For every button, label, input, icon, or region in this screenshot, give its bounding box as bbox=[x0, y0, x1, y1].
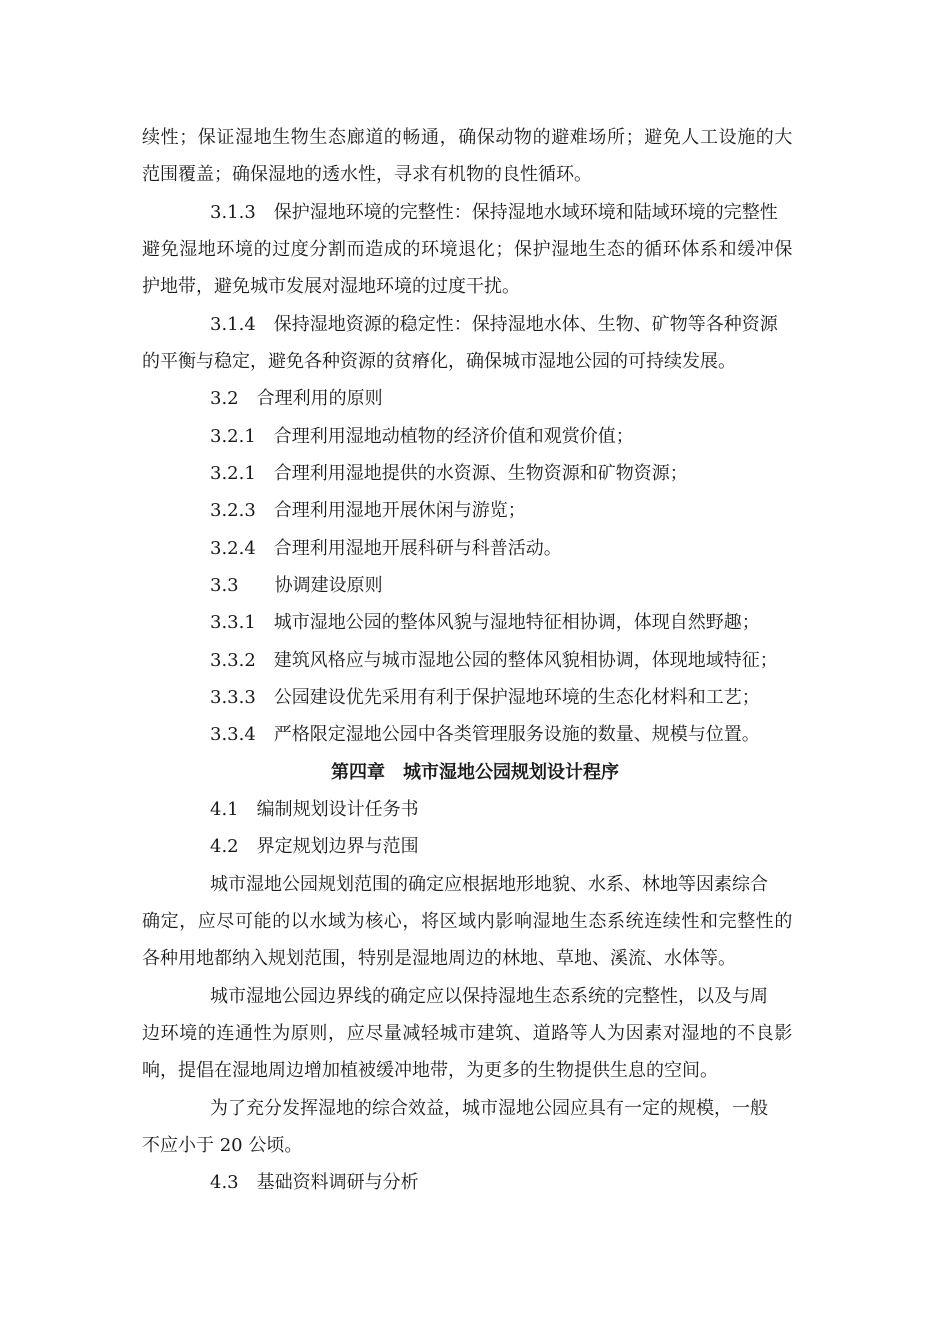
chapter-title: 第四章 城市湿地公园规划设计程序 bbox=[331, 762, 619, 783]
clause-3-2-3: 3.2.3 合理利用湿地开展休闲与游览； bbox=[210, 500, 526, 521]
section-heading-4-1: 4.1 编制规划设计任务书 bbox=[210, 799, 419, 820]
paragraph-line: 不应小于 20 公顷。 bbox=[142, 1135, 303, 1156]
clause-3-3-3: 3.3.3 公园建设优先采用有利于保护湿地环境的生态化材料和工艺； bbox=[210, 687, 760, 708]
clause-3-3-2: 3.3.2 建筑风格应与城市湿地公园的整体风貌相协调，体现地域特征； bbox=[210, 650, 778, 671]
clause-3-1-3: 3.1.3 保护湿地环境的完整性：保持湿地水域环境和陆域环境的完整性 bbox=[210, 202, 778, 223]
paragraph-line: 边环境的连通性为原则，应尽量减轻城市建筑、道路等人为因素对湿地的不良影 bbox=[142, 1023, 793, 1044]
paragraph-line: 确定，应尽可能的以水域为核心，将区域内影响湿地生态系统连续性和完整性的 bbox=[142, 911, 793, 932]
paragraph-line: 避免湿地环境的过度分割而造成的环境退化；保护湿地生态的循环体系和缓冲保 bbox=[142, 239, 793, 260]
paragraph-line: 城市湿地公园边界线的确定应以保持湿地生态系统的完整性，以及与周 bbox=[210, 986, 768, 1007]
paragraph-line: 城市湿地公园规划范围的确定应根据地形地貌、水系、林地等因素综合 bbox=[210, 874, 768, 895]
section-heading-3-3: 3.3 协调建设原则 bbox=[210, 575, 383, 596]
paragraph-line: 各种用地都纳入规划范围，特别是湿地周边的林地、草地、溪流、水体等。 bbox=[142, 948, 736, 969]
clause-3-1-4: 3.1.4 保持湿地资源的稳定性：保持湿地水体、生物、矿物等各种资源 bbox=[210, 314, 778, 335]
paragraph-line: 范围覆盖；确保湿地的透水性，寻求有机物的良性循环。 bbox=[142, 164, 592, 185]
section-heading-4-2: 4.2 界定规划边界与范围 bbox=[210, 836, 419, 857]
clause-3-2-4: 3.2.4 合理利用湿地开展科研与科普活动。 bbox=[210, 538, 562, 559]
paragraph-line: 续性；保证湿地生物生态廊道的畅通，确保动物的避难场所；避免人工设施的大 bbox=[142, 127, 793, 148]
paragraph-line: 响，提倡在湿地周边增加植被缓冲地带，为更多的生物提供生息的空间。 bbox=[142, 1060, 718, 1081]
paragraph-line: 的平衡与稳定，避免各种资源的贫瘠化，确保城市湿地公园的可持续发展。 bbox=[142, 351, 736, 372]
clause-3-2-1: 3.2.1 合理利用湿地动植物的经济价值和观赏价值； bbox=[210, 426, 634, 447]
clause-3-3-4: 3.3.4 严格限定湿地公园中各类管理服务设施的数量、规模与位置。 bbox=[210, 724, 760, 745]
section-heading-4-3: 4.3 基础资料调研与分析 bbox=[210, 1172, 419, 1193]
clause-3-3-1: 3.3.1 城市湿地公园的整体风貌与湿地特征相协调，体现自然野趣； bbox=[210, 612, 760, 633]
section-heading-3-2: 3.2 合理利用的原则 bbox=[210, 388, 383, 409]
clause-3-2-1-b: 3.2.1 合理利用湿地提供的水资源、生物资源和矿物资源； bbox=[210, 463, 688, 484]
paragraph-line: 为了充分发挥湿地的综合效益，城市湿地公园应具有一定的规模，一般 bbox=[210, 1098, 768, 1119]
paragraph-line: 护地带，避免城市发展对湿地环境的过度干扰。 bbox=[142, 276, 520, 297]
